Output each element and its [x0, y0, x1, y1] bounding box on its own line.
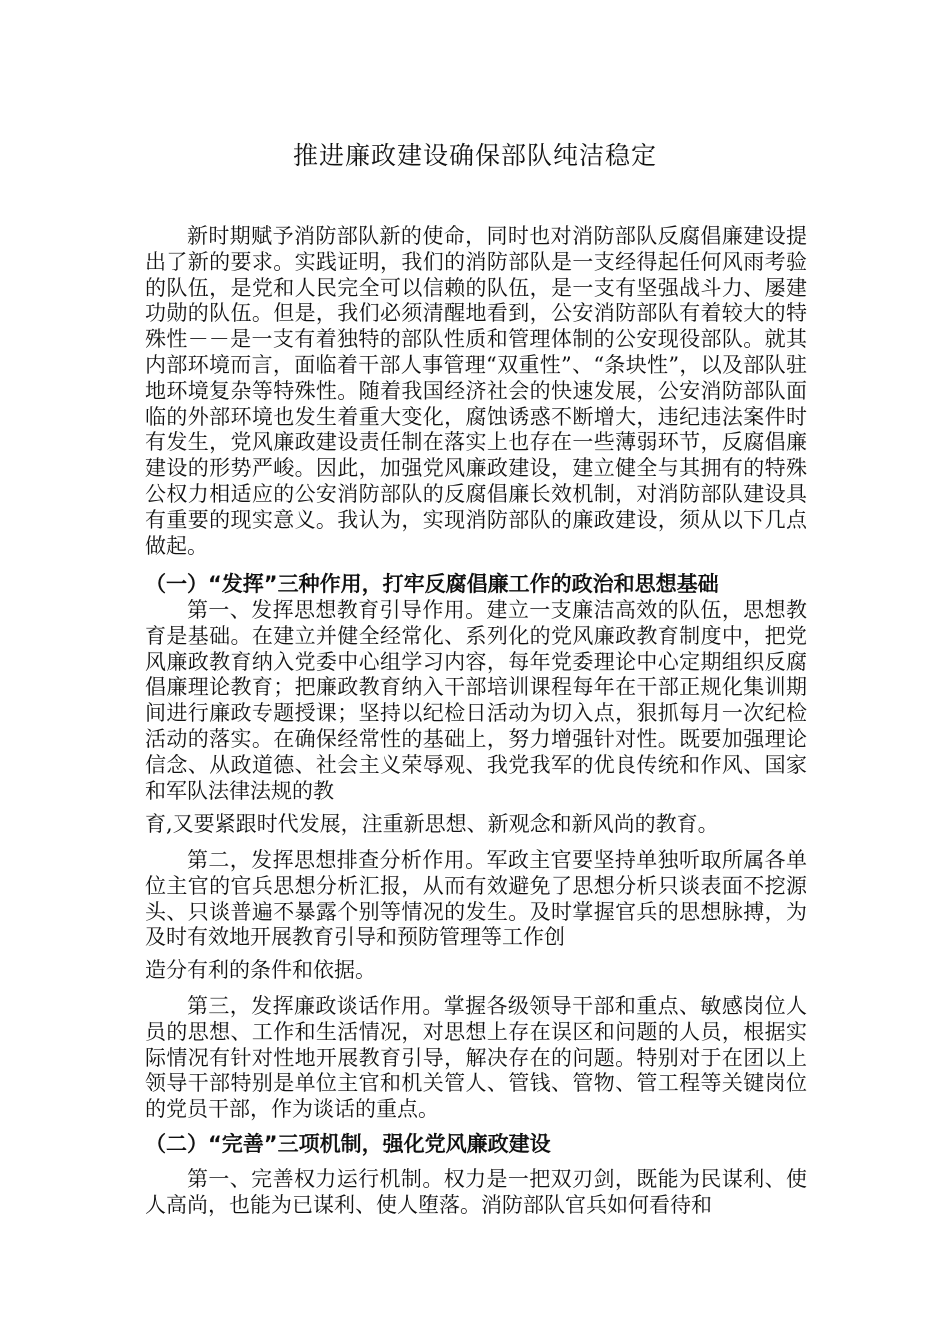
section-1-paragraph-2: 第二，发挥思想排查分析作用。军政主官要坚持单独听取所属各单位主官的官兵思想分析汇报，从而有效避免了思想分析只谈表面不挖源头、只谈普遍不暴露个别等情况的发生。及时掌握官兵的思想脉搏，为及时有效地开展教育引导和预防管理等工作创 — [145, 848, 807, 950]
document-title: 推进廉政建设确保部队纯洁稳定 — [292, 141, 657, 170]
section-1-paragraph-1: 第一、发挥思想教育引导作用。建立一支廉洁高效的队伍，思想教育是基础。在建立并健全经常化、系列化的党风廉政教育制度中，把党风廉政教育纳入党委中心组学习内容，每年党委理论中心定期组织反腐倡廉理论教育；把廉政教育纳入干部培训课程每年在干部正规化集训期间进行廉政专题授课；坚持以纪检日活动为切入点，狠抓每月一次纪检活动的落实。在确保经常性的基础上，努力增强针对性。既要加强理论信念、从政道德、社会主义荣辱观、我党我军的优良传统和作风、国家和军队法律法规的教 — [145, 598, 807, 803]
section-2-paragraph-1: 第一、完善权力运行机制。权力是一把双刃剑，既能为民谋利、使人高尚，也能为已谋利、使人堕落。消防部队官兵如何看待和 — [145, 1167, 807, 1217]
section-1-heading: （一）“发挥”三种作用，打牢反腐倡廉工作的政治和思想基础 — [145, 572, 719, 596]
section-1-paragraph-1-tail: 育,又要紧跟时代发展，注重新思想、新观念和新风尚的教育。 — [145, 812, 719, 836]
intro-paragraph: 新时期赋予消防部队新的使命，同时也对消防部队反腐倡廉建设提出了新的要求。实践证明，我们的消防部队是一支经得起任何风雨考验的队伍，是党和人民完全可以信赖的队伍，是一支有坚强战斗力、屡建功勋的队伍。但是，我们必须清醒地看到，公安消防部队有着较大的特殊性－－是一支有着独特的部队性质和管理体制的公安现役部队。就其内部环境而言，面临着干部人事管理“双重性”、“条块性”，以及部队驻地环境复杂等特殊性。随着我国经济社会的快速发展，公安消防部队面临的外部环境也发生着重大变化，腐蚀诱惑不断增大，违纪违法案件时有发生，党风廉政建设责任制在落实上也存在一些薄弱环节，反腐倡廉建设的形势严峻。因此，加强党风廉政建设，建立健全与其拥有的特殊公权力相适应的公安消防部队的反腐倡廉长效机制，对消防部队建设具有重要的现实意义。我认为，实现消防部队的廉政建设，须从以下几点做起。 — [145, 224, 807, 558]
section-1-paragraph-2-tail: 造分有利的条件和依据。 — [145, 958, 376, 982]
section-2-heading: （二）“完善”三项机制，强化党风廉政建设 — [145, 1132, 551, 1156]
section-1-paragraph-3: 第三，发挥廉政谈话作用。掌握各级领导干部和重点、敏感岗位人员的思想、工作和生活情况，对思想上存在误区和问题的人员，根据实际情况有针对性地开展教育引导，解决存在的问题。特别对于在团以上领导干部特别是单位主官和机关管人、管钱、管物、管工程等关键岗位的党员干部，作为谈话的重点。 — [145, 994, 807, 1122]
